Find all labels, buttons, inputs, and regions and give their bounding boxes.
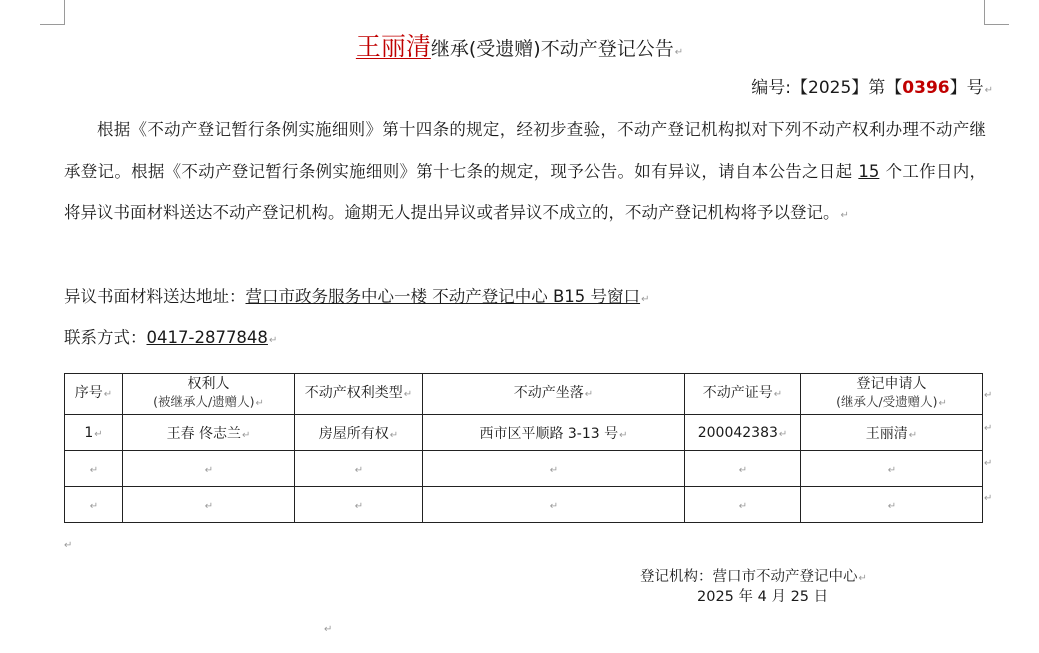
cell-applicant: ↵ bbox=[801, 451, 983, 487]
row-end-mark-icon: ↵ bbox=[984, 493, 993, 504]
cell-index: 1↵ bbox=[65, 415, 123, 451]
cell-location: 西市区平顺路 3-13 号↵ bbox=[423, 415, 685, 451]
objection-days: 15 bbox=[858, 161, 880, 181]
row-end-mark-icon: ↵ bbox=[984, 423, 993, 434]
paragraph-mark-icon: ↵ bbox=[64, 540, 73, 551]
table-row bbox=[65, 451, 983, 487]
cell-applicant: 王丽清↵ bbox=[801, 415, 983, 451]
header-index: 序号↵ bbox=[65, 374, 123, 415]
paragraph-mark-icon: ↵ bbox=[984, 85, 993, 96]
paragraph-mark-icon: ↵ bbox=[324, 624, 333, 635]
document-title bbox=[0, 30, 1039, 70]
row-end-mark-icon: ↵ bbox=[984, 390, 993, 401]
contact-value: 0417-2877848 bbox=[146, 328, 268, 347]
header-certificate-no: 不动产证号↵ bbox=[685, 374, 801, 415]
document-number-suffix: 】号 bbox=[949, 78, 984, 98]
paragraph-mark-icon: ↵ bbox=[858, 573, 867, 584]
cell-index: ↵ bbox=[65, 451, 123, 487]
document-number-value: 0396 bbox=[902, 78, 950, 98]
header-location: 不动产坐落↵ bbox=[423, 374, 685, 415]
header-right-type: 不动产权利类型↵ bbox=[295, 374, 423, 415]
document-number-prefix: 编号:【2025】第【 bbox=[751, 78, 903, 98]
cell-certificate-no: 200042383↵ bbox=[685, 415, 801, 451]
objection-address-line bbox=[64, 284, 649, 313]
cell-index: ↵ bbox=[65, 487, 123, 523]
table-row bbox=[65, 415, 983, 451]
table-header-row bbox=[65, 374, 983, 415]
applicant-name: 王丽清 bbox=[355, 32, 431, 61]
notice-paragraph bbox=[64, 109, 986, 237]
title-text: 继承(受遗赠)不动产登记公告 bbox=[430, 38, 674, 60]
cell-right-type: 房屋所有权↵ bbox=[295, 415, 423, 451]
registration-authority-text: 登记机构：营口市不动产登记中心 bbox=[640, 569, 858, 585]
page-corner-top-left bbox=[40, 0, 65, 25]
address-value: 营口市政务服务中心一楼 不动产登记中心 B15 号窗口 bbox=[245, 287, 641, 306]
table-row bbox=[65, 487, 983, 523]
cell-location: ↵ bbox=[423, 487, 685, 523]
cell-applicant: ↵ bbox=[801, 487, 983, 523]
notice-date bbox=[697, 586, 828, 608]
notice-paragraph-part-2: 个工作日内，将异议书面材料送达不动产登记机构。逾期无人提出异议或者异议不成立的，不动产登记机构将予以登记。 bbox=[64, 161, 987, 222]
address-label: 异议书面材料送达地址： bbox=[64, 287, 246, 306]
registration-table bbox=[64, 373, 983, 523]
contact-line bbox=[64, 325, 277, 354]
document-number bbox=[751, 75, 993, 104]
paragraph-mark-icon: ↵ bbox=[268, 335, 278, 346]
cell-right-holder: 王春 佟志兰↵ bbox=[123, 415, 295, 451]
row-end-mark-icon: ↵ bbox=[984, 458, 993, 469]
cell-certificate-no: ↵ bbox=[685, 487, 801, 523]
paragraph-mark-icon: ↵ bbox=[641, 294, 650, 305]
cell-certificate-no: ↵ bbox=[685, 451, 801, 487]
page-corner-top-right bbox=[984, 0, 1009, 25]
paragraph-mark-icon: ↵ bbox=[840, 210, 849, 221]
cell-right-holder: ↵ bbox=[123, 487, 295, 523]
paragraph-mark-icon: ↵ bbox=[674, 47, 684, 58]
header-right-holder: 权利人 (被继承人/遗赠人)↵ bbox=[123, 374, 295, 415]
notice-date-text: 2025 年 4 月 25 日 bbox=[697, 589, 829, 605]
header-applicant: 登记申请人 (继承人/受遗赠人)↵ bbox=[801, 374, 983, 415]
cell-right-holder: ↵ bbox=[123, 451, 295, 487]
notice-paragraph-part-1: 根据《不动产登记暂行条例实施细则》第十四条的规定，经初步查验，不动产登记机构拟对下列不动产权利办理不动产继承登记。根据《不动产登记暂行条例实施细则》第十七条的规定，现予公告。如有异议，请自本公告之日起 bbox=[64, 120, 986, 181]
contact-label: 联系方式： bbox=[64, 328, 147, 347]
cell-right-type: ↵ bbox=[295, 451, 423, 487]
cell-right-type: ↵ bbox=[295, 487, 423, 523]
cell-location: ↵ bbox=[423, 451, 685, 487]
